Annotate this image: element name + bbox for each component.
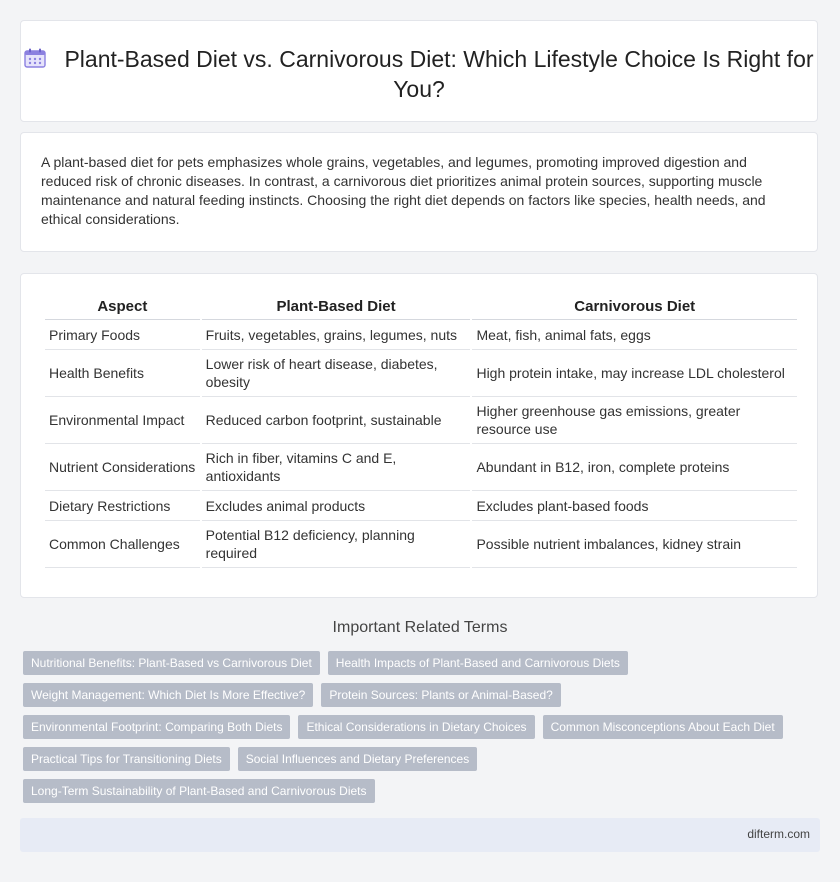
row-carnivorous-value: Possible nutrient imbalances, kidney strain <box>472 521 797 568</box>
table-row <box>45 521 797 568</box>
row-carnivorous-value: Meat, fish, animal fats, eggs <box>472 320 797 350</box>
page-title <box>21 44 817 104</box>
description-text: A plant-based diet for pets emphasizes whole grains, vegetables, and legumes, promoting improved digestion and reduced risk of chronic diseases. In contrast, a carnivorous diet prioritizes animal protein sources, supporting muscle maintenance and natural feeding instincts. Choosing the right diet depends on factors like species, health needs, and ethical considerations. <box>41 154 766 227</box>
related-term-tag[interactable]: Environmental Footprint: Comparing Both Diets <box>23 715 290 739</box>
header-aspect: Aspect <box>45 294 200 320</box>
page-title-text: Plant-Based Diet vs. Carnivorous Diet: Which Lifestyle Choice Is Right for You? <box>64 46 814 102</box>
related-term-tag[interactable]: Weight Management: Which Diet Is More Effective? <box>23 683 313 707</box>
comparison-table-card <box>20 273 818 598</box>
related-term-tag[interactable]: Practical Tips for Transitioning Diets <box>23 747 230 771</box>
footer <box>20 818 820 852</box>
table-row <box>45 444 797 491</box>
title-card <box>20 20 818 122</box>
table-row <box>45 491 797 521</box>
row-aspect: Common Challenges <box>45 521 200 568</box>
row-plant-value: Reduced carbon footprint, sustainable <box>202 397 471 444</box>
header-plant-based: Plant-Based Diet <box>202 294 471 320</box>
row-aspect: Environmental Impact <box>45 397 200 444</box>
row-aspect: Nutrient Considerations <box>45 444 200 491</box>
row-aspect: Primary Foods <box>45 320 200 350</box>
row-carnivorous-value: Excludes plant-based foods <box>472 491 797 521</box>
comparison-table <box>43 294 799 568</box>
related-term-tag[interactable]: Nutritional Benefits: Plant-Based vs Carnivorous Diet <box>23 651 320 675</box>
related-term-tag[interactable]: Social Influences and Dietary Preferences <box>238 747 477 771</box>
description-card <box>20 132 818 252</box>
related-term-tag[interactable]: Ethical Considerations in Dietary Choices <box>298 715 534 739</box>
related-term-tag[interactable]: Protein Sources: Plants or Animal-Based? <box>321 683 560 707</box>
related-term-tag[interactable]: Long-Term Sustainability of Plant-Based and Carnivorous Diets <box>23 779 375 803</box>
row-plant-value: Potential B12 deficiency, planning required <box>202 521 471 568</box>
row-carnivorous-value: High protein intake, may increase LDL cholesterol <box>472 350 797 397</box>
table-header-row <box>45 294 797 320</box>
row-plant-value: Fruits, vegetables, grains, legumes, nuts <box>202 320 471 350</box>
related-term-tag[interactable]: Common Misconceptions About Each Diet <box>543 715 783 739</box>
header-carnivorous: Carnivorous Diet <box>472 294 797 320</box>
footer-site-link[interactable]: difterm.com <box>747 827 810 841</box>
calendar-icon <box>24 48 46 68</box>
row-aspect: Health Benefits <box>45 350 200 397</box>
row-carnivorous-value: Higher greenhouse gas emissions, greater resource use <box>472 397 797 444</box>
row-plant-value: Rich in fiber, vitamins C and E, antioxidants <box>202 444 471 491</box>
related-terms-list <box>23 651 813 811</box>
table-row <box>45 350 797 397</box>
related-terms-heading: Important Related Terms <box>332 619 508 636</box>
related-term-tag[interactable]: Health Impacts of Plant-Based and Carnivorous Diets <box>328 651 628 675</box>
row-plant-value: Lower risk of heart disease, diabetes, obesity <box>202 350 471 397</box>
row-carnivorous-value: Abundant in B12, iron, complete proteins <box>472 444 797 491</box>
table-row <box>45 320 797 350</box>
row-plant-value: Excludes animal products <box>202 491 471 521</box>
row-aspect: Dietary Restrictions <box>45 491 200 521</box>
table-row <box>45 397 797 444</box>
